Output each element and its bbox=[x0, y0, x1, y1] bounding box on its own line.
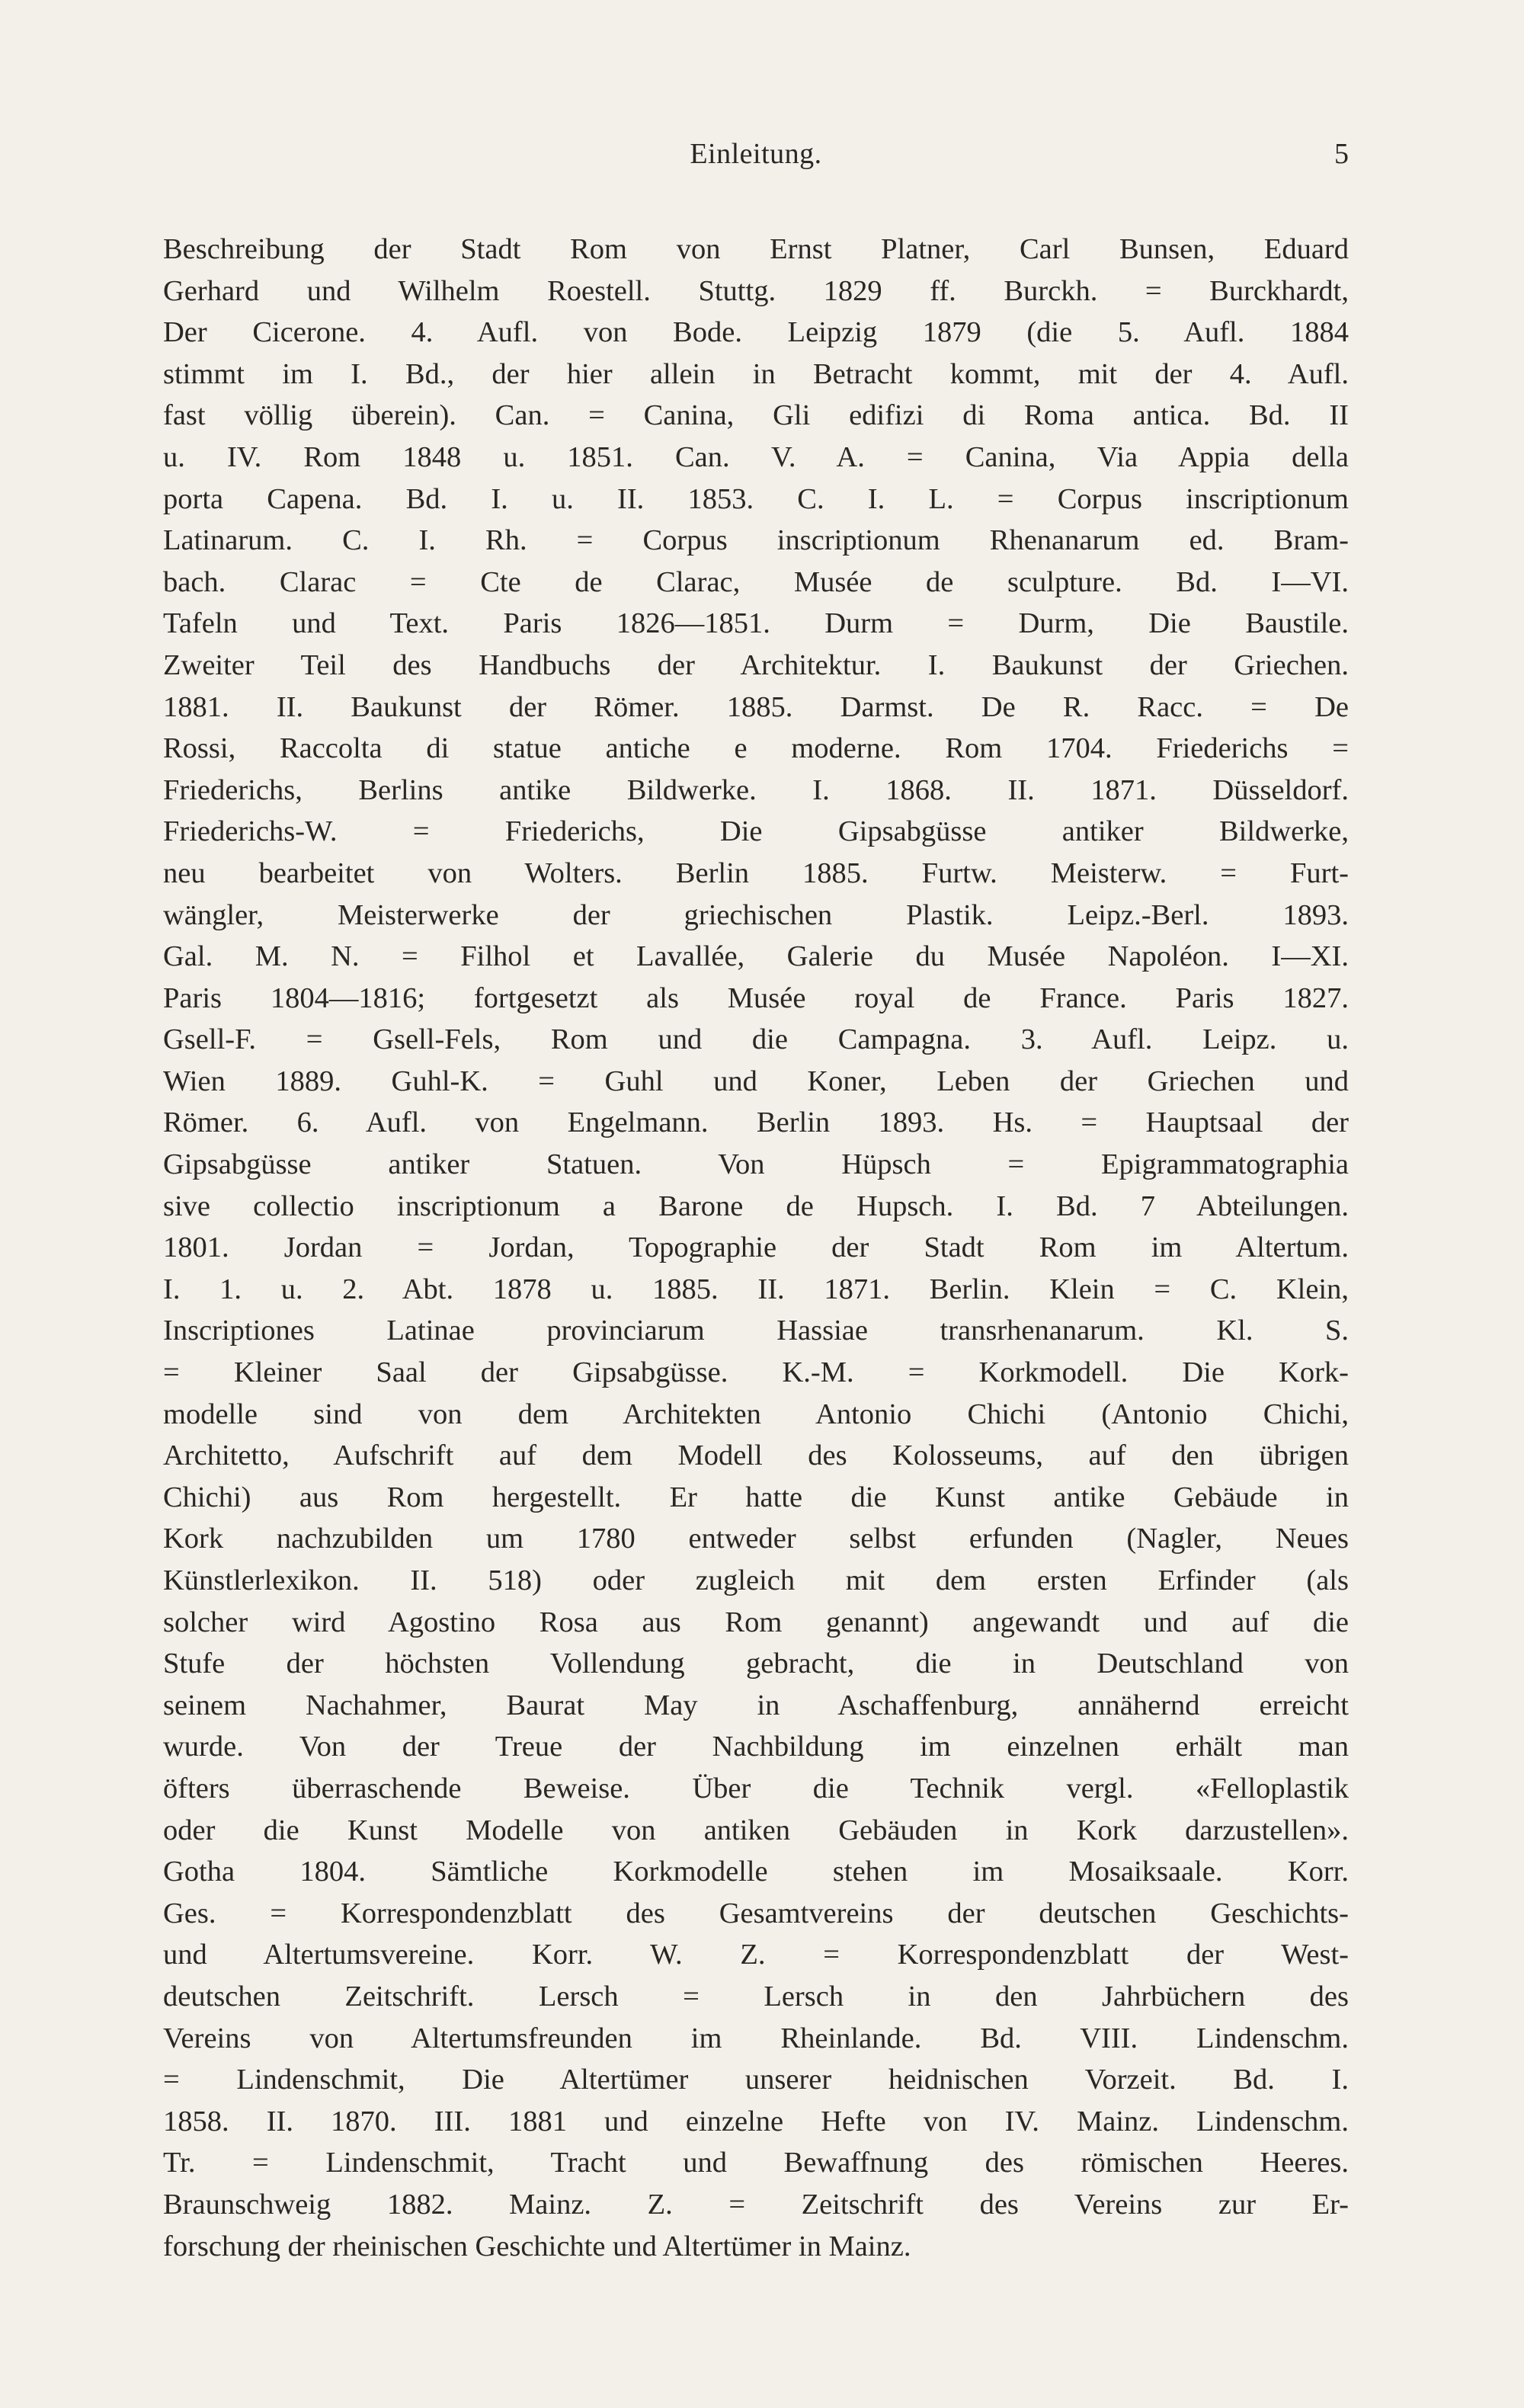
text-line: Künstlerlexikon. II. 518) oder zugleich mit dem ersten Erfinder (als bbox=[163, 1564, 1349, 1596]
text-line: und Altertumsvereine. Korr. W. Z. = Korrespondenzblatt der West- bbox=[163, 1939, 1349, 1971]
text-line: fast völlig überein). Can. = Canina, Gli edifizi di Roma antica. Bd. II bbox=[163, 399, 1349, 432]
body-text bbox=[163, 229, 1349, 2267]
text-line: deutschen Zeitschrift. Lersch = Lersch in den Jahrbüchern des bbox=[163, 1980, 1349, 2013]
text-line: Gipsabgüsse antiker Statuen. Von Hüpsch = Epigrammatographia bbox=[163, 1148, 1349, 1181]
running-head-title: Einleitung. bbox=[690, 138, 822, 170]
text-line: stimmt im I. Bd., der hier allein in Betracht kommt, mit der 4. Aufl. bbox=[163, 357, 1349, 390]
text-line: Friederichs, Berlins antike Bildwerke. I. 1868. II. 1871. Düsseldorf. bbox=[163, 773, 1349, 806]
text-line: Beschreibung der Stadt Rom von Ernst Platner, Carl Bunsen, Eduard bbox=[163, 233, 1349, 265]
text-line: Gotha 1804. Sämtliche Korkmodelle stehen im Mosaiksaale. Korr. bbox=[163, 1856, 1349, 1888]
text-line: wängler, Meisterwerke der griechischen Plastik. Leipz.-Berl. 1893. bbox=[163, 898, 1349, 931]
text-line: Chichi) aus Rom hergestellt. Er hatte die Kunst antike Gebäude in bbox=[163, 1481, 1349, 1513]
text-line: Rossi, Raccolta di statue antiche e moderne. Rom 1704. Friederichs = bbox=[163, 732, 1349, 765]
text-line: forschung der rheinischen Geschichte und Altertümer in Mainz. bbox=[163, 2230, 911, 2262]
text-line: Kork nachzubilden um 1780 entweder selbst erfunden (Nagler, Neues bbox=[163, 1523, 1349, 1555]
text-line: u. IV. Rom 1848 u. 1851. Can. V. A. = Canina, Via Appia della bbox=[163, 440, 1349, 473]
text-line: wurde. Von der Treue der Nachbildung im einzelnen erhält man bbox=[163, 1731, 1349, 1763]
text-line: Gsell-F. = Gsell-Fels, Rom und die Campagna. 3. Aufl. Leipz. u. bbox=[163, 1023, 1349, 1056]
text-line: Römer. 6. Aufl. von Engelmann. Berlin 1893. Hs. = Hauptsaal der bbox=[163, 1106, 1349, 1139]
running-head bbox=[163, 137, 1349, 183]
text-line: 1801. Jordan = Jordan, Topographie der Stadt Rom im Altertum. bbox=[163, 1231, 1349, 1264]
text-line: = Kleiner Saal der Gipsabgüsse. K.-M. = Korkmodell. Die Kork- bbox=[163, 1356, 1349, 1389]
text-line: I. 1. u. 2. Abt. 1878 u. 1885. II. 1871. Berlin. Klein = C. Klein, bbox=[163, 1273, 1349, 1305]
text-line: Latinarum. C. I. Rh. = Corpus inscriptionum Rhenanarum ed. Bram- bbox=[163, 524, 1349, 557]
text-line: Paris 1804—1816; fortgesetzt als Musée royal de France. Paris 1827. bbox=[163, 981, 1349, 1014]
text-line: Braunschweig 1882. Mainz. Z. = Zeitschrift des Vereins zur Er- bbox=[163, 2188, 1349, 2221]
text-line: Friederichs-W. = Friederichs, Die Gipsabgüsse antiker Bildwerke, bbox=[163, 815, 1349, 848]
text-line: sive collectio inscriptionum a Barone de Hupsch. I. Bd. 7 Abteilungen. bbox=[163, 1190, 1349, 1222]
text-line: Der Cicerone. 4. Aufl. von Bode. Leipzig 1879 (die 5. Aufl. 1884 bbox=[163, 316, 1349, 349]
text-line: 1858. II. 1870. III. 1881 und einzelne Hefte von IV. Mainz. Lindenschm. bbox=[163, 2105, 1349, 2137]
text-line: Tafeln und Text. Paris 1826—1851. Durm = Durm, Die Baustile. bbox=[163, 607, 1349, 640]
text-line: modelle sind von dem Architekten Antonio Chichi (Antonio Chichi, bbox=[163, 1398, 1349, 1430]
text-line: = Lindenschmit, Die Altertümer unserer heidnischen Vorzeit. Bd. I. bbox=[163, 2064, 1349, 2096]
page-number: 5 bbox=[1334, 138, 1349, 170]
text-line: Stufe der höchsten Vollendung gebracht, die in Deutschland von bbox=[163, 1647, 1349, 1680]
text-line: Architetto, Aufschrift auf dem Modell des Kolosseums, auf den übrigen bbox=[163, 1439, 1349, 1472]
text-line: Wien 1889. Guhl-K. = Guhl und Koner, Leben der Griechen und bbox=[163, 1065, 1349, 1097]
text-line: Gerhard und Wilhelm Roestell. Stuttg. 1829 ff. Burckh. = Burckhardt, bbox=[163, 274, 1349, 307]
text-line: öfters überraschende Beweise. Über die Technik vergl. «Felloplastik bbox=[163, 1772, 1349, 1804]
text-line: seinem Nachahmer, Baurat May in Aschaffenburg, annähernd erreicht bbox=[163, 1689, 1349, 1721]
text-line: 1881. II. Baukunst der Römer. 1885. Darmst. De R. Racc. = De bbox=[163, 690, 1349, 723]
text-line: Ges. = Korrespondenzblatt des Gesamtvereins der deutschen Geschichts- bbox=[163, 1897, 1349, 1929]
text-line: bach. Clarac = Cte de Clarac, Musée de sculpture. Bd. I—VI. bbox=[163, 565, 1349, 598]
text-line: oder die Kunst Modelle von antiken Gebäuden in Kork darzustellen». bbox=[163, 1814, 1349, 1846]
text-line: Vereins von Altertumsfreunden im Rheinlande. Bd. VIII. Lindenschm. bbox=[163, 2022, 1349, 2054]
text-line: Inscriptiones Latinae provinciarum Hassiae transrhenanarum. Kl. S. bbox=[163, 1314, 1349, 1347]
text-line: Zweiter Teil des Handbuchs der Architektur. I. Baukunst der Griechen. bbox=[163, 648, 1349, 681]
text-line: neu bearbeitet von Wolters. Berlin 1885. Furtw. Meisterw. = Furt- bbox=[163, 857, 1349, 889]
text-line: Tr. = Lindenschmit, Tracht und Bewaffnung des römischen Heeres. bbox=[163, 2147, 1349, 2179]
text-line: porta Capena. Bd. I. u. II. 1853. C. I. L. = Corpus inscriptionum bbox=[163, 482, 1349, 515]
text-line: Gal. M. N. = Filhol et Lavallée, Galerie du Musée Napoléon. I—XI. bbox=[163, 940, 1349, 973]
text-line: solcher wird Agostino Rosa aus Rom genannt) angewandt und auf die bbox=[163, 1606, 1349, 1638]
